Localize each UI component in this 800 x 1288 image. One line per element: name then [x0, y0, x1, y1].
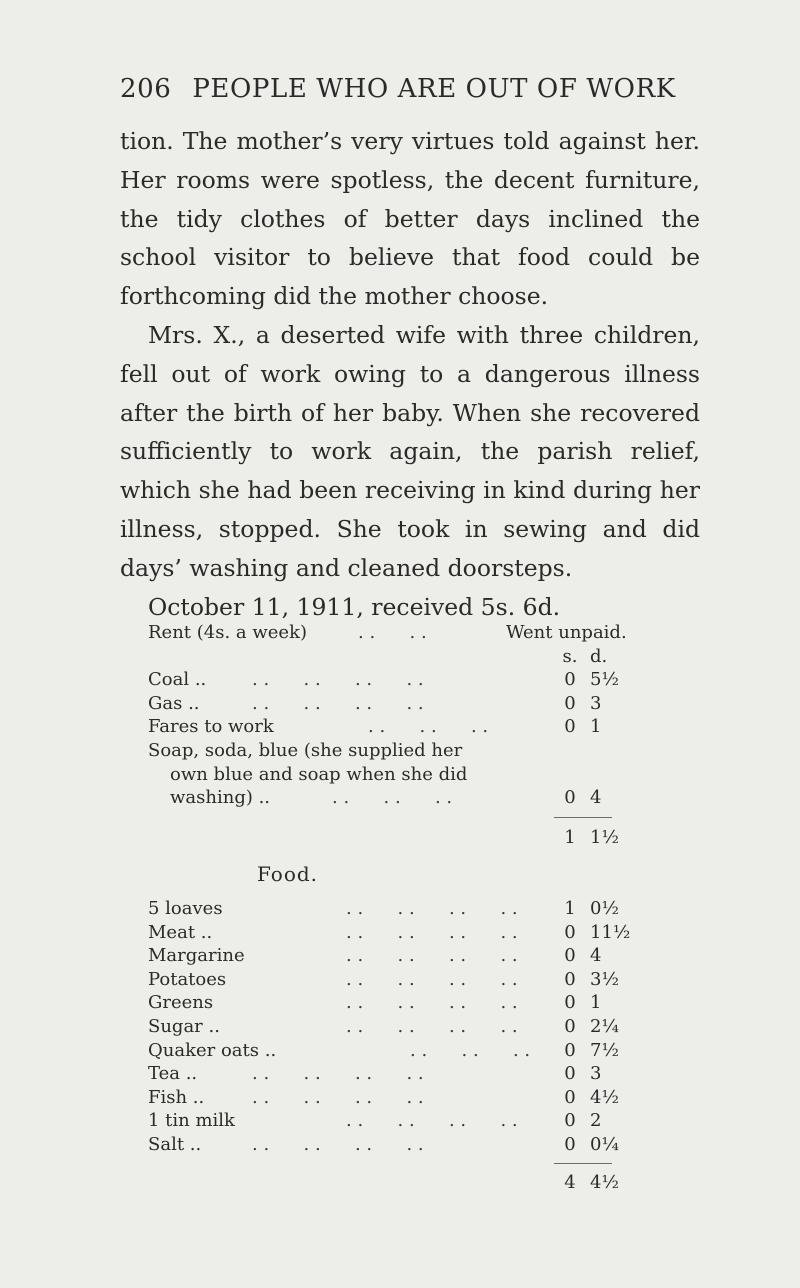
rent-status: Went unpaid. [506, 622, 627, 643]
food-row: Fish .. . . . . . . . . 0 4½ [148, 1086, 619, 1108]
food-row: Potatoes . . . . . . . . 0 3½ [148, 968, 619, 990]
sum-rule [554, 817, 612, 818]
food-row: 1 tin milk . . . . . . . . 0 2 [148, 1110, 602, 1132]
rent-row [148, 621, 698, 645]
total-row: 4 4½ [564, 1172, 619, 1193]
food-row: 5 loaves . . . . . . . . 1 0½ [148, 898, 619, 919]
food-heading: Food. [257, 862, 319, 886]
food-row: Salt .. . . . . . . . . 0 0¼ [148, 1133, 619, 1155]
column-header-row [148, 645, 698, 669]
paragraph: tion. The mother’s very virtues told against her. Her rooms were spotless, the decent furniture, the tidy clothes of better days inclined the school visitor to believe that food could be forthcoming did the mother choose. [120, 127, 700, 311]
leader-dots: . . . . [358, 622, 427, 643]
expense-row: Fares to work . . . . . . 0 1 [148, 716, 602, 738]
expense-row: Gas .. . . . . . . . . 0 3 [148, 692, 602, 714]
food-row: Quaker oats .. . . . . . . 0 7½ [148, 1039, 619, 1061]
paragraph-date: October 11, 1911, received 5s. 6d. [148, 592, 561, 621]
rent-label: Rent (4s. a week) [148, 622, 308, 643]
sum-rule [554, 1163, 612, 1164]
food-row: Sugar .. . . . . . . . . 0 2¼ [148, 1015, 619, 1037]
food-row: Meat .. . . . . . . . . 0 11½ [148, 921, 631, 943]
food-row: Greens . . . . . . . . 0 1 [148, 992, 602, 1014]
paragraph: Mrs. X., a deserted wife with three children, fell out of work owing to a dangerous illness after the birth of her baby. When she recovered sufficiently to work again, the parish relief, which she had been receiving in kind during her illness, stopped. She took in sewing and did days’ washing and cleaned doorsteps. [120, 320, 700, 582]
running-header [120, 74, 676, 104]
col-shillings: s. [562, 645, 578, 667]
expense-row: Coal .. . . . . . . . . 0 5½ [148, 669, 619, 691]
col-pence: d. [590, 645, 608, 667]
total-row: 1 1½ [564, 827, 619, 848]
food-row: Tea .. . . . . . . . . 0 3 [148, 1063, 602, 1085]
running-title: PEOPLE WHO ARE OUT OF WORK [192, 74, 676, 104]
food-total [148, 1171, 698, 1195]
body-text [120, 122, 700, 626]
expenses-total [148, 826, 698, 850]
expenses-table: Rent (4s. a week) . . . . Went unpaid. s. d. Coal .. . . . . . . . . 0 5½ Gas .. . . . . . . . . 0 3 Fares to work . . . . . . 0 1 Soap, soda, blue (she supplied her own blue and soap when she did washing) .. . . . . . . 0 4 [148, 621, 698, 810]
page-number: 206 [120, 74, 172, 104]
food-row: Margarine . . . . . . . . 0 4 [148, 945, 602, 967]
expense-row-soap: Soap, soda, blue (she supplied her [148, 739, 463, 761]
food-table [148, 897, 698, 1157]
